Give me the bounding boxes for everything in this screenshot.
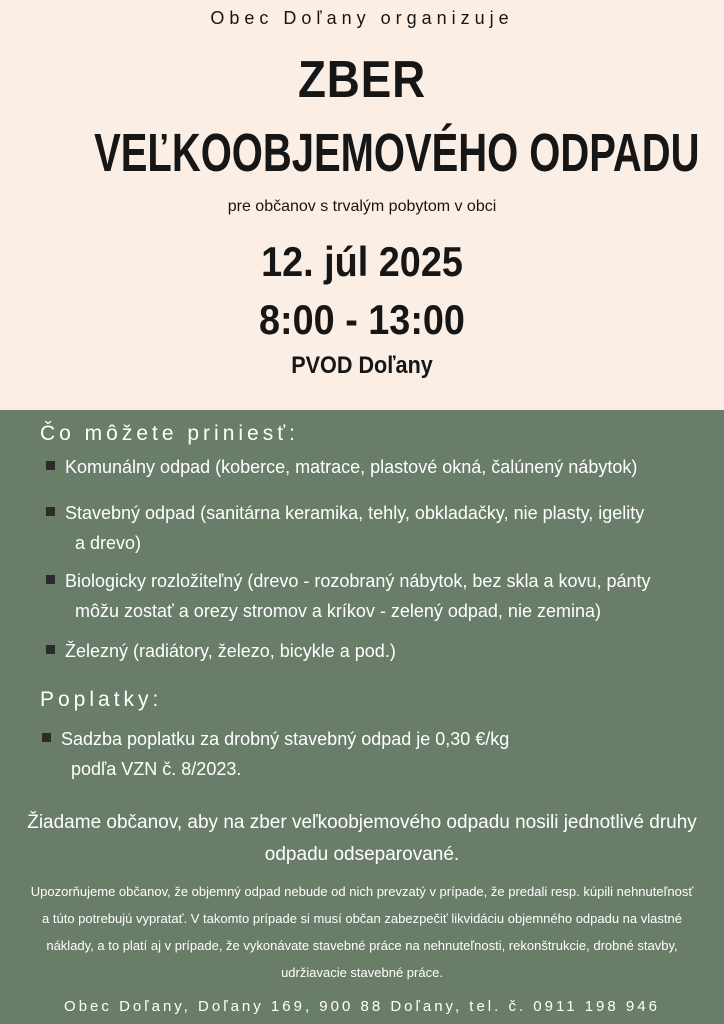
fees-heading: Poplatky: xyxy=(40,688,163,711)
notice-text: Upozorňujeme občanov, že objemný odpad nebude od nich prevzatý v prípade, že predali resp. kúpili nehnuteľnosť a túto potrebujú vypratať. V takomto prípade si musí občan zabezpečiť likvidáciu objemného odpadu na vlastné náklady, a to platí aj v prípade, že vykonávate stavebné práce na nehnuteľnosti, rekonštrukcie, drobné stavby, udržiavacie stavebné práce. xyxy=(30,884,694,980)
bring-item-text: Komunálny odpad (koberce, matrace, plastové okná, čalúnený nábytok) xyxy=(65,457,638,477)
fee-item-text: Sadzba poplatku za drobný stavebný odpad je 0,30 €/kg xyxy=(61,729,510,749)
header-section xyxy=(0,0,724,410)
bring-item xyxy=(46,636,706,666)
square-bullet-icon xyxy=(46,461,55,470)
bring-item xyxy=(46,566,706,626)
footer-contact: Obec Doľany, Doľany 169, 900 88 Doľany, tel. č. 0911 198 946 xyxy=(64,998,660,1015)
bring-item-text: Biologicky rozložiteľný (drevo - rozobraný nábytok, bez skla a kovu, pánty xyxy=(65,571,651,591)
bring-item-text: Stavebný odpad (sanitárna keramika, tehly, obkladačky, nie plasty, igelity xyxy=(65,503,645,523)
square-bullet-icon xyxy=(46,575,55,584)
square-bullet-icon xyxy=(46,645,55,654)
bring-item-text: Železný (radiátory, železo, bicykle a pod.) xyxy=(65,641,396,661)
bring-heading: Čo môžete priniesť: xyxy=(40,422,299,445)
title-line-2: VEĽKOOBJEMOVÉHO ODPADU xyxy=(94,123,700,183)
event-time: 8:00 - 13:00 xyxy=(259,296,465,343)
event-place: PVOD Doľany xyxy=(291,352,433,379)
subtitle: pre občanov s trvalým pobytom v obci xyxy=(227,198,497,215)
title-line-1: ZBER xyxy=(297,51,427,109)
info-section xyxy=(0,410,724,1024)
bring-item xyxy=(46,498,706,558)
square-bullet-icon xyxy=(42,733,51,742)
event-date: 12. júl 2025 xyxy=(261,238,463,285)
bring-item-text-cont: a drevo) xyxy=(75,533,142,553)
fee-item-text-cont: podľa VZN č. 8/2023. xyxy=(71,759,242,779)
organizer-line: Obec Doľany organizuje xyxy=(210,8,514,28)
bring-item-text-cont: môžu zostať a orezy stromov a kríkov - zelený odpad, nie zemina) xyxy=(75,601,601,621)
bring-item xyxy=(46,452,706,482)
square-bullet-icon xyxy=(46,507,55,516)
fee-item xyxy=(42,724,702,784)
request-text: Žiadame občanov, aby na zber veľkoobjemového odpadu nosili jednotlivé druhy odpadu odseparované. xyxy=(27,812,697,865)
